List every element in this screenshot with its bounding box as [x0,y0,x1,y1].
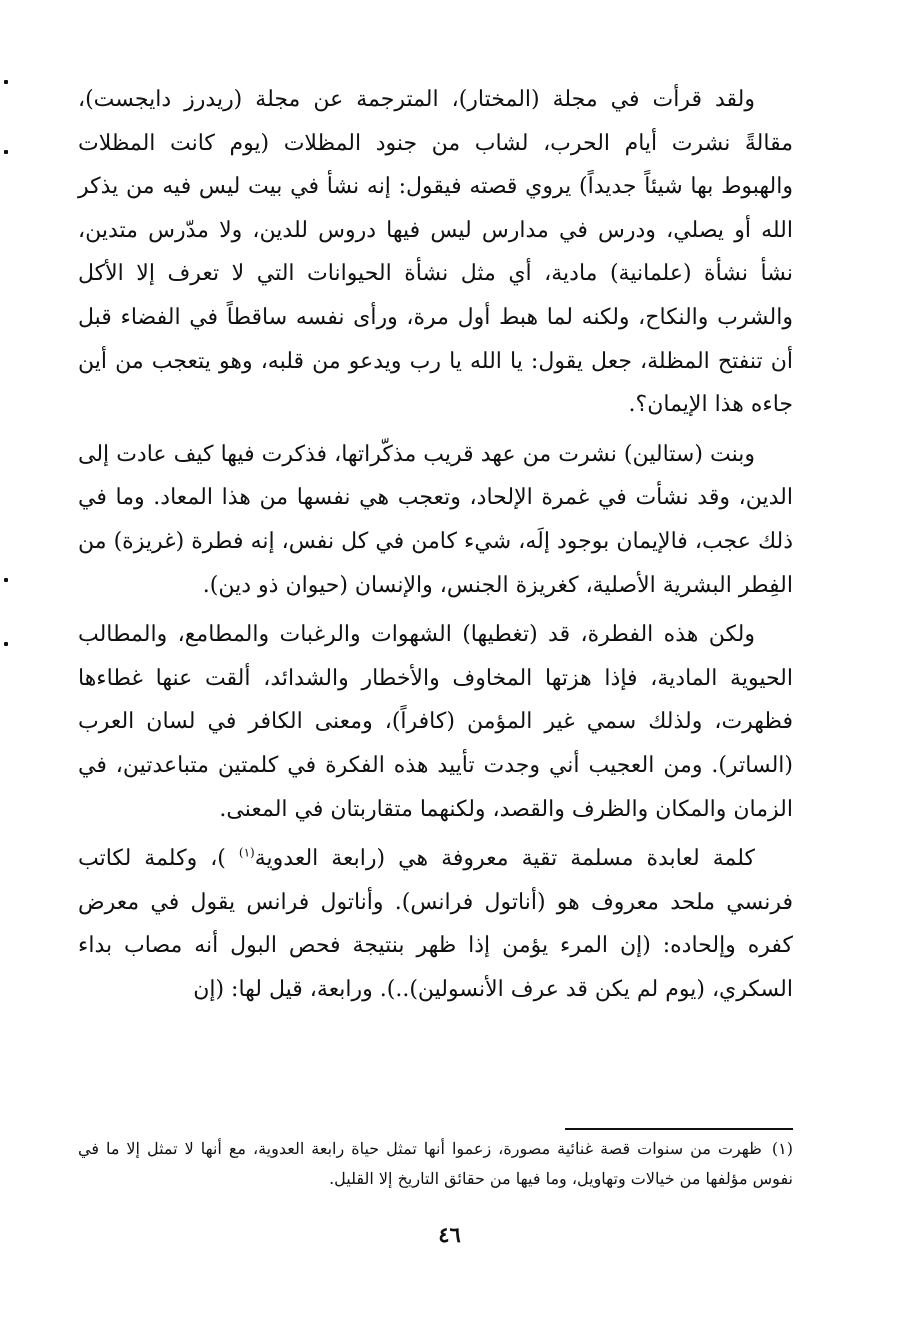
page-number: ٤٦ [438,1222,461,1247]
margin-mark [4,150,8,154]
footnote-divider [565,1128,793,1130]
paragraph-text: )، وكلمة لكاتب فرنسي ملحد معروف هو (أناتول فرانس). وأناتول فرانس يقول في معرض كفره وإلحاده: (إن المرء يؤمن إذا ظهر بنتيجة فحص البول أنه مصاب بداء السكري، (يوم لم يكن قد عرف الأنسولين)..). ورابعة، قيل لها: (إن [78,846,793,1002]
footnote-number: (١) [771,1139,793,1158]
footnotes [78,1134,793,1194]
paragraph-text: كلمة لعابدة مسلمة تقية معروفة هي (رابعة العدوية [254,846,755,872]
margin-mark [4,80,8,84]
footnote-text: ظهرت من سنوات قصة غنائية مصورة، زعموا أنها تمثل حياة رابعة العدوية، مع أنها لا تمثل إلا ما في نفوس مؤلفها من خيالات وتهاويل، وما فيها من حقائق التاريخ إلا القليل. [78,1139,793,1188]
paragraph [78,837,793,1011]
paragraph: ولكن هذه الفطرة، قد (تغطيها) الشهوات والرغبات والمطامع، والمطالب الحيوية المادية، فإذا هزتها المخاوف والأخطار والشدائد، ألقت عنها غطاءها فظهرت، ولذلك سمي غير المؤمن (كافراً)، ومعنى الكافر في لسان العرب (الساتر). ومن العجيب أني وجدت تأييد هذه الفكرة في كلمتين متباعدتين، في الزمان والمكان والظرف والقصد، ولكنهما متقاربتان في المعنى. [78,622,793,822]
page-body [78,78,793,1011]
footnote-reference[interactable]: (١) [238,845,255,860]
footnote [78,1134,793,1194]
paragraph: ولقد قرأت في مجلة (المختار)، المترجمة عن مجلة (ريدرز دايجست)، مقالةً نشرت أيام الحرب، لشاب من جنود المظلات (يوم كانت المظلات والهبوط بها شيئاً جديداً) يروي قصته فيقول: إنه نشأ في بيت ليس فيه من يذكر الله أو يصلي، ودرس في مدارس ليس فيها دروس للدين، ولا مدّرس متدين، نشأ نشأة (علمانية) مادية، أي مثل نشأة الحيوانات التي لا تعرف إلا الأكل والشرب والنكاح، ولكنه لما هبط أول مرة، ورأى نفسه ساقطاً في الفضاء قبل أن تنفتح المظلة، جعل يقول: يا الله يا رب ويدعو من قلبه، وهو يتعجب من أين جاءه هذا الإيمان؟. [78,87,793,418]
margin-mark [4,578,8,582]
paragraph: وبنت (ستالين) نشرت من عهد قريب مذكّراتها، فذكرت فيها كيف عادت إلى الدين، وقد نشأت في غمرة الإلحاد، وتعجب هي نفسها من هذا المعاد. وما في ذلك عجب، فالإيمان بوجود إلَه، شيء كامن في كل نفس، إنه فطرة (غريزة) من الفِطر البشرية الأصلية، كغريزة الجنس، والإنسان (حيوان ذو دين). [78,441,793,598]
margin-mark [4,642,8,646]
